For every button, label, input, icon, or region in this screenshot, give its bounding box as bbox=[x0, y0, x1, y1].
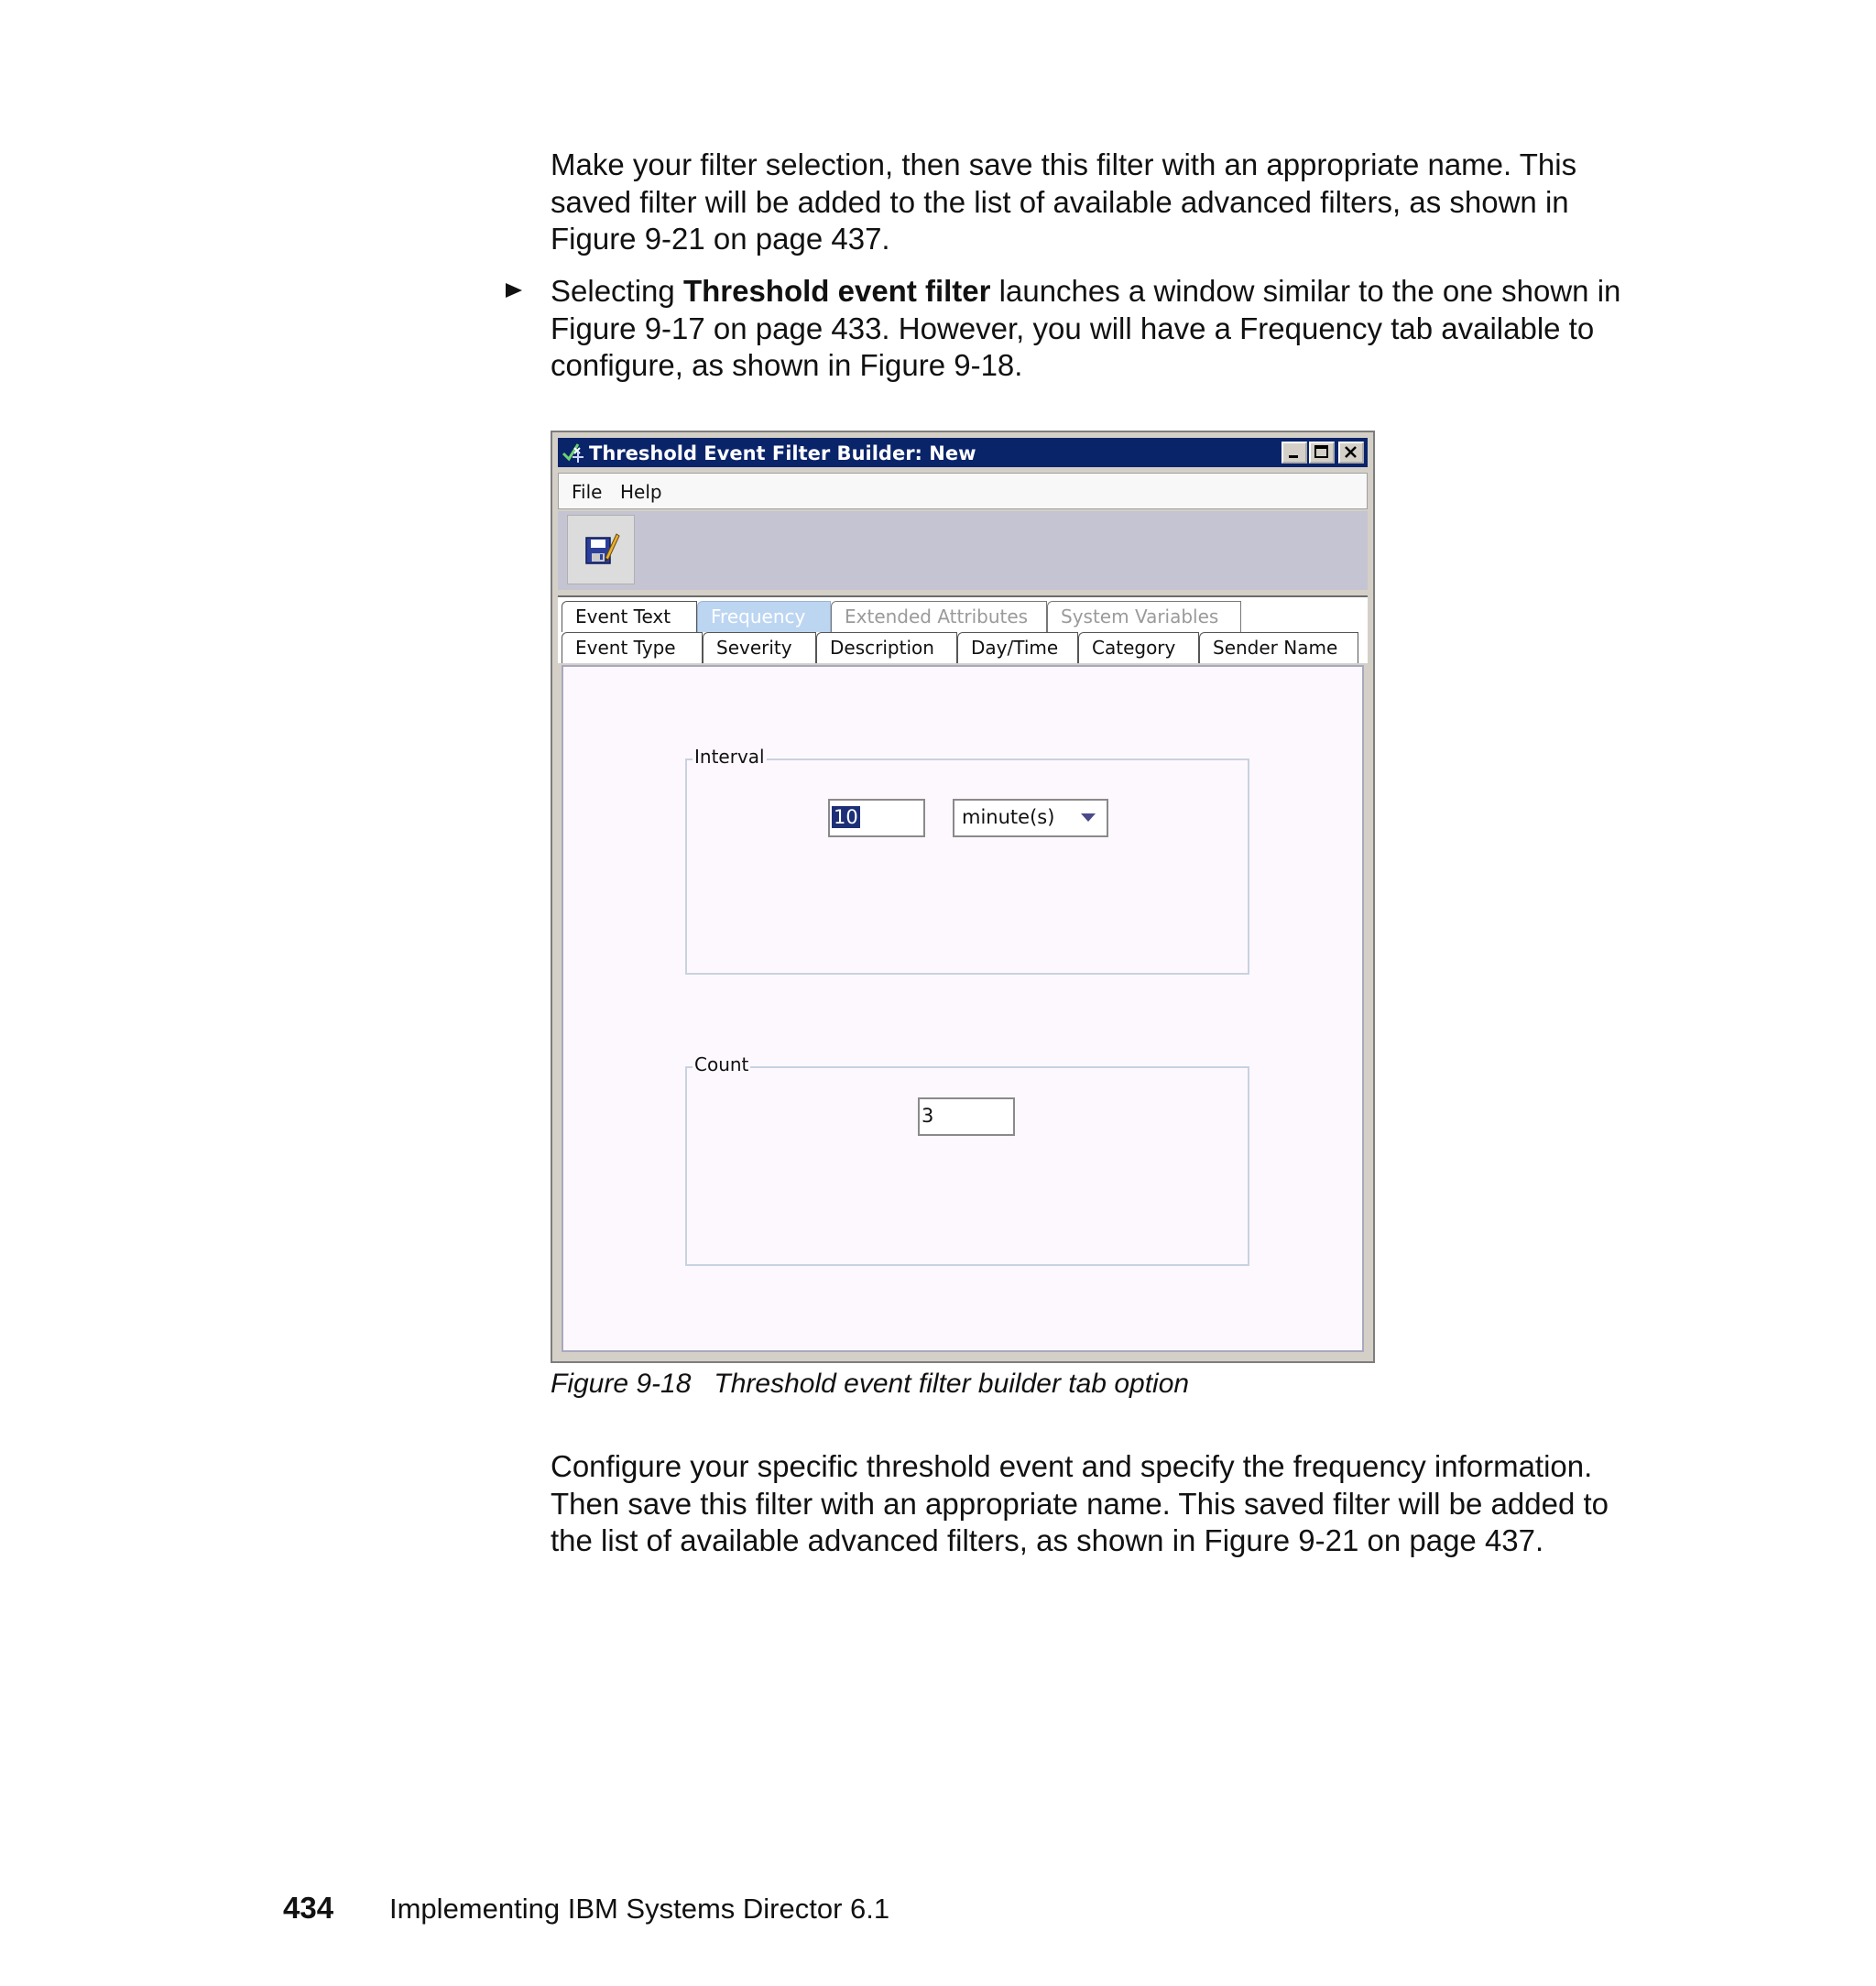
close-button[interactable] bbox=[1338, 442, 1364, 464]
tab-category[interactable]: Category bbox=[1078, 632, 1199, 663]
bullet-lead: Selecting bbox=[551, 274, 683, 308]
count-value-input[interactable] bbox=[918, 1097, 1015, 1136]
app-icon bbox=[562, 441, 585, 464]
interval-unit-select[interactable] bbox=[953, 799, 1108, 837]
count-group bbox=[685, 1053, 1249, 1266]
interval-unit-text: minute(s) bbox=[962, 806, 1055, 828]
chevron-down-icon bbox=[1081, 813, 1096, 822]
maximize-button[interactable] bbox=[1309, 442, 1335, 464]
tab-event-type[interactable]: Event Type bbox=[562, 632, 703, 663]
interval-value-text: 10 bbox=[834, 806, 858, 828]
tab-frequency[interactable]: Frequency bbox=[697, 601, 831, 632]
footer-book-title: Implementing IBM Systems Director 6.1 bbox=[389, 1893, 890, 1925]
interval-group bbox=[685, 746, 1249, 975]
window-titlebar[interactable] bbox=[558, 438, 1368, 467]
tab-day-time[interactable]: Day/Time bbox=[957, 632, 1078, 663]
interval-label: Interval bbox=[694, 746, 765, 768]
tab-description[interactable]: Description bbox=[816, 632, 957, 663]
tab-extended-attributes[interactable]: Extended Attributes bbox=[831, 601, 1047, 632]
maximize-icon bbox=[1314, 445, 1330, 460]
tab-severity[interactable]: Severity bbox=[703, 632, 816, 663]
tab-system-variables[interactable]: System Variables bbox=[1047, 601, 1241, 632]
toolbar bbox=[558, 511, 1368, 590]
close-icon bbox=[1343, 445, 1359, 460]
window-title: Threshold Event Filter Builder: New bbox=[589, 442, 976, 464]
bullet-bold-term: Threshold event filter bbox=[682, 274, 991, 308]
count-value-text: 3 bbox=[922, 1105, 934, 1127]
menu-bar bbox=[558, 473, 1368, 509]
tab-sender-name[interactable]: Sender Name bbox=[1199, 632, 1358, 663]
save-button[interactable] bbox=[567, 515, 635, 584]
tab-strip bbox=[558, 595, 1368, 663]
frequency-panel bbox=[562, 665, 1364, 1352]
menu-file[interactable]: File bbox=[572, 481, 603, 503]
page-number: 434 bbox=[283, 1891, 334, 1925]
minimize-icon bbox=[1286, 445, 1303, 460]
tab-event-text[interactable]: Event Text bbox=[562, 601, 697, 632]
figure-caption: Figure 9-18 Threshold event filter builder tab option bbox=[551, 1369, 1190, 1399]
closing-paragraph: Configure your specific threshold event and specify the frequency information. Then save this filter with an appropriate name. This saved filter will be added to the list of available advanced filters, as shown in Figure 9-21 on page 437. bbox=[551, 1449, 1609, 1557]
minimize-button[interactable] bbox=[1282, 442, 1307, 464]
threshold-filter-window bbox=[551, 431, 1375, 1363]
menu-help[interactable]: Help bbox=[620, 481, 662, 503]
intro-paragraph: Make your filter selection, then save this filter with an appropriate name. This saved filter will be added to the list of available advanced filters, as shown in Figure 9-21 on page 437. bbox=[551, 147, 1577, 256]
save-icon bbox=[584, 530, 620, 567]
bullet-rest: launches a window similar to the one shown in Figure 9-17 on page 433. However, you will have a Frequency tab available to configure, as shown in Figure 9-18. bbox=[551, 274, 1621, 382]
count-label: Count bbox=[694, 1053, 749, 1075]
bullet-triangle-icon bbox=[506, 280, 522, 300]
bullet-paragraph bbox=[551, 273, 1631, 385]
interval-value-input[interactable] bbox=[828, 799, 925, 837]
